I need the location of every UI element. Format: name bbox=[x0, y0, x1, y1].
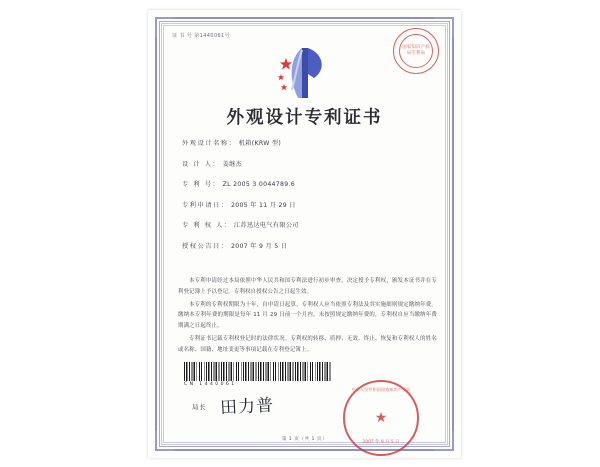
field-list bbox=[182, 138, 435, 261]
field-patent-number bbox=[182, 179, 435, 188]
field-designer bbox=[182, 159, 435, 168]
field-label: 设 计 人： bbox=[182, 160, 221, 168]
seal-ring-text: 中华人民共和国国家知识产权局 bbox=[351, 387, 411, 392]
field-value: 2005 年 11 月 29 日 bbox=[231, 201, 296, 209]
field-label: 外观设计名称： bbox=[182, 140, 237, 147]
field-value: 江苏迅达电气有限公司 bbox=[233, 222, 299, 229]
certificate-number: 证 书 号 第1440061号 bbox=[172, 33, 231, 39]
body-paragraph-3: 专利证书记载专利权登记时的法律状况。专利权的转移、质押、无效、终止、恢复和专利权人的姓名或名称、国籍、地址变更等事项记载在专利登记簿上。 bbox=[178, 336, 437, 353]
patent-emblem-icon bbox=[272, 44, 338, 102]
field-design-name bbox=[182, 138, 435, 147]
director-label: 局长 bbox=[192, 403, 207, 411]
certificate-page bbox=[148, 10, 461, 458]
body-text bbox=[178, 276, 437, 358]
field-label: 授权公告日： bbox=[182, 242, 229, 250]
seal-date: 2007 年 9 月 5 日 bbox=[362, 440, 400, 445]
field-value: 2007 年 9 月 5 日 bbox=[231, 242, 288, 250]
official-seal-icon bbox=[343, 380, 419, 456]
director-signature: 田力普 bbox=[219, 395, 275, 419]
seal-star-icon: ★ bbox=[374, 410, 388, 426]
barcode bbox=[184, 362, 332, 381]
field-value: ZL 2005 3 0044789.6 bbox=[222, 181, 296, 188]
barcode-number: CN 1440061 bbox=[184, 382, 237, 387]
field-value: 姜继杰 bbox=[222, 160, 243, 168]
page-footer: 第 1 页（共 1 页） bbox=[281, 437, 328, 442]
field-application-date bbox=[182, 200, 435, 209]
field-label: 专 利 权 人： bbox=[182, 222, 232, 229]
top-right-seal-icon bbox=[393, 28, 439, 74]
field-patentee bbox=[182, 220, 435, 229]
page-title: 外观设计专利证书 bbox=[226, 108, 383, 128]
field-grant-date bbox=[182, 241, 435, 250]
body-paragraph-1: 本专利申请经过本局依照中华人民共和国专利法进行初步审查，决定授予专利权，颁发本证书并在专利登记簿上予以登记。专利权自授权公告之日起生效。 bbox=[178, 278, 437, 295]
field-value: 机箱(KRW 型) bbox=[238, 140, 282, 147]
field-label: 专利申请日： bbox=[182, 201, 229, 209]
top-right-seal-text: 国家知识产权局专利局 bbox=[399, 34, 433, 68]
field-label: 专 利 号： bbox=[182, 181, 221, 188]
corner-ornament-top-right bbox=[434, 17, 454, 37]
body-paragraph-2: 本专利的专利权期限为十年，自申请日起算。专利权人应当依照专利法及其实施细则规定缴纳年费。缴纳本专利年费的期限是每年 11 月 29 日前一个月内。未按照规定缴纳年费的，专利权自应当缴纳年费期满之日起终止。 bbox=[178, 301, 437, 330]
